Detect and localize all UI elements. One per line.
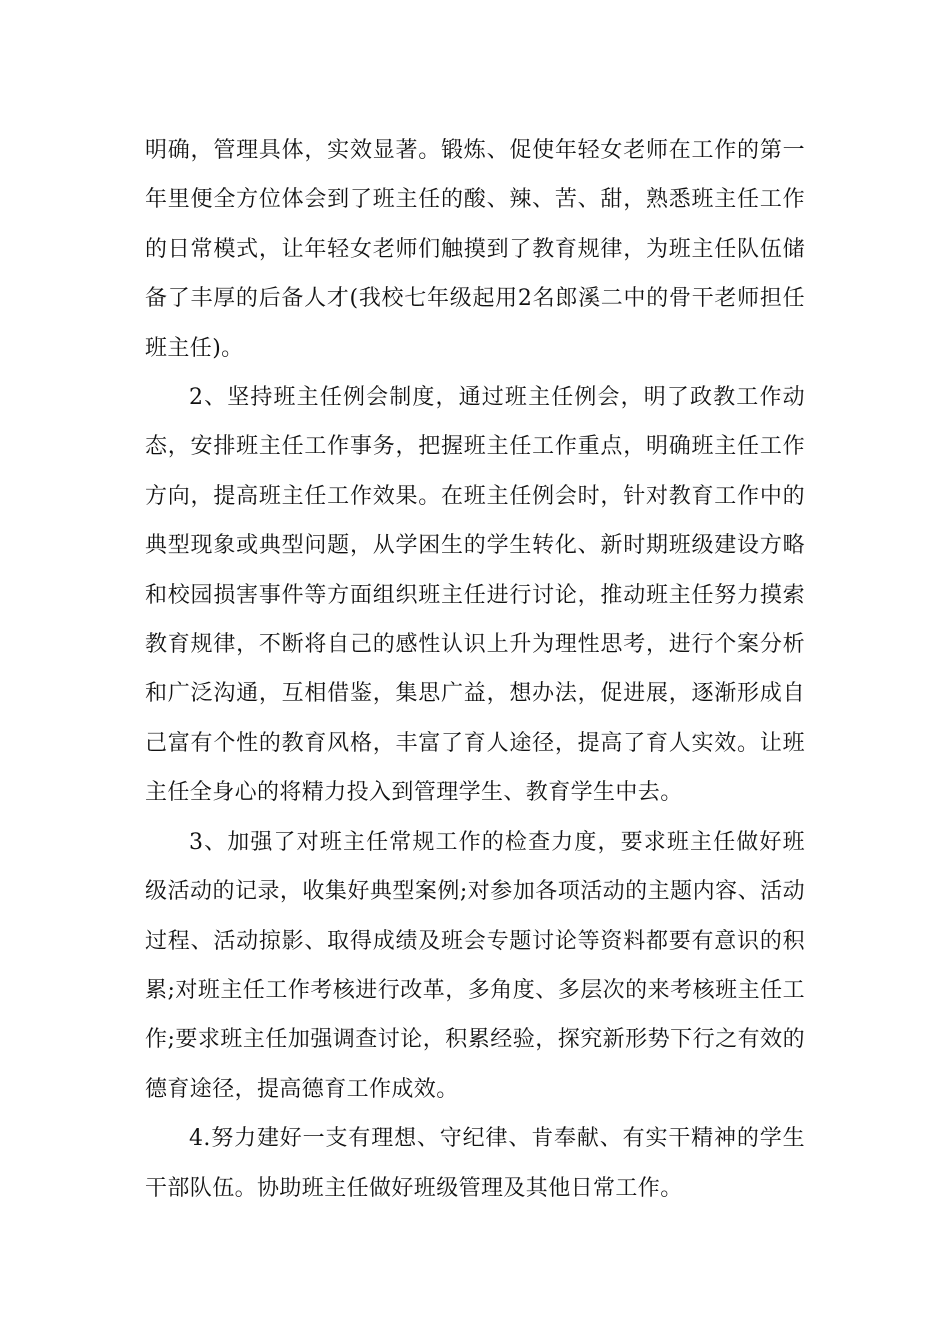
paragraph-3: 3、加强了对班主任常规工作的检查力度，要求班主任做好班级活动的记录，收集好典型案例;对参加各项活动的主题内容、活动过程、活动掠影、取得成绩及班会专题讨论等资料都要有意识的积累;对班主任工作考核进行改革，多角度、多层次的来考核班主任工作;要求班主任加强调查讨论，积累经验，探究新形势下行之有效的德育途径，提高德育工作成效。 [145,829,805,1102]
paragraph-2: 2、坚持班主任例会制度，通过班主任例会，明了政教工作动态，安排班主任工作事务，把握班主任工作重点，明确班主任工作方向，提高班主任工作效果。在班主任例会时，针对教育工作中的典型现象或典型问题，从学困生的学生转化、新时期班级建设方略和校园损害事件等方面组织班主任进行讨论，推动班主任努力摸索教育规律，不断将自己的感性认识上升为理性思考，进行个案分析和广泛沟通，互相借鉴，集思广益，想办法，促进展，逐渐形成自己富有个性的教育风格，丰富了育人途径，提高了育人实效。让班主任全身心的将精力投入到管理学生、教育学生中去。 [145,385,805,806]
document-body [145,126,805,1213]
paragraph-1: 明确，管理具体，实效显著。锻炼、促使年轻女老师在工作的第一年里便全方位体会到了班主任的酸、辣、苦、甜，熟悉班主任工作的日常模式，让年轻女老师们触摸到了教育规律，为班主任队伍储备了丰厚的后备人才(我校七年级起用2名郎溪二中的骨干老师担任班主任)。 [145,138,805,361]
paragraph-4: 4.努力建好一支有理想、守纪律、肯奉献、有实干精神的学生干部队伍。协助班主任做好班级管理及其他日常工作。 [145,1126,805,1201]
